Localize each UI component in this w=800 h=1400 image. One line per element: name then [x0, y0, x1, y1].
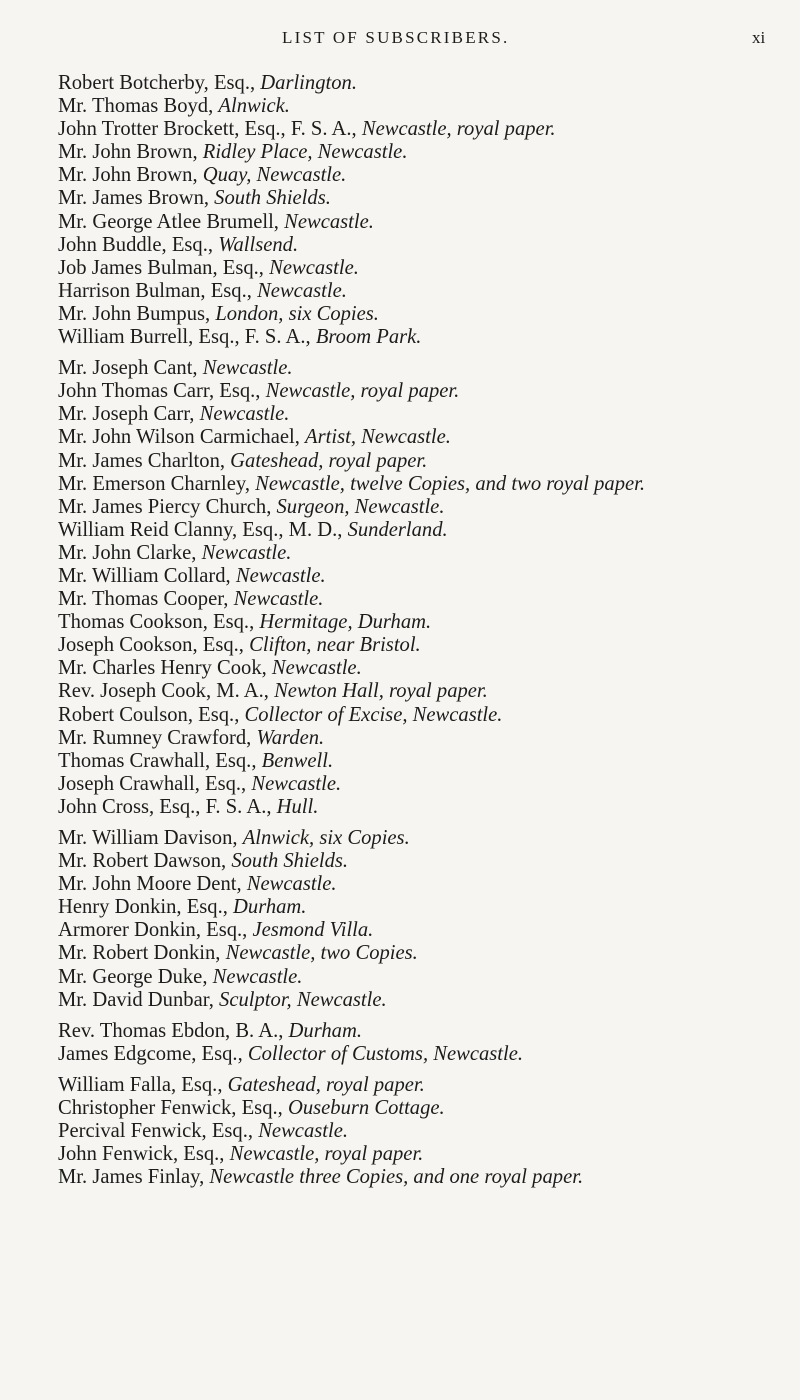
subscriber-location: London, six Copies. [215, 302, 379, 325]
subscriber-name: Mr. Robert Donkin, [58, 942, 226, 965]
subscriber-entry [58, 326, 798, 349]
subscriber-location: Newcastle three Copies, and one royal paper. [209, 1166, 584, 1189]
subscriber-name: Henry Donkin, Esq., [58, 896, 234, 919]
subscriber-entry [58, 989, 798, 1012]
subscriber-location: Newcastle, royal paper. [361, 118, 556, 141]
subscriber-name: Mr. Emerson Charnley, [58, 472, 256, 495]
subscriber-name: Mr. George Atlee Brumell, [58, 210, 285, 233]
subscriber-entry [58, 896, 798, 919]
subscriber-name: Mr. Joseph Cant, [58, 357, 203, 380]
subscriber-entry [58, 280, 798, 303]
subscriber-name: Mr. James Brown, [58, 187, 215, 210]
subscriber-location: Newton Hall, royal paper. [274, 680, 488, 703]
subscriber-location: Durham. [233, 896, 307, 919]
subscriber-location: Wallsend. [218, 233, 299, 256]
subscriber-location: Newcastle. [212, 965, 303, 988]
subscriber-location: Surgeon, Newcastle. [276, 495, 445, 518]
subscriber-entry [58, 72, 798, 95]
subscriber-location: Collector of Customs, Newcastle. [247, 1042, 524, 1065]
subscriber-entry [58, 496, 798, 519]
subscriber-entry [58, 1143, 798, 1166]
subscriber-entry [58, 1097, 798, 1120]
subscriber-entry [58, 164, 798, 187]
subscriber-entry [58, 1020, 798, 1043]
subscriber-location: Hull. [276, 795, 319, 818]
subscriber-name: William Burrell, Esq., F. S. A., [58, 326, 316, 349]
running-title: LIST OF SUBSCRIBERS. [282, 28, 510, 47]
subscriber-location: Newcastle. [269, 256, 359, 279]
subscriber-name: Mr. William Davison, [58, 827, 243, 849]
subscriber-entry [58, 473, 798, 496]
subscriber-location: Newcastle. [271, 657, 362, 680]
subscriber-entry [58, 1166, 798, 1189]
subscriber-name: Mr. James Charlton, [58, 449, 231, 472]
subscriber-location: Collector of Excise, Newcastle. [244, 703, 503, 726]
subscriber-entry [58, 942, 798, 965]
subscriber-entry [58, 565, 798, 588]
subscriber-name: Robert Coulson, Esq., [58, 703, 245, 726]
subscriber-entry [58, 1074, 798, 1097]
subscriber-location: Newcastle, twelve Copies, and two royal paper. [255, 472, 646, 495]
subscriber-name: John Trotter Brockett, Esq., F. S. A., [58, 118, 362, 141]
subscriber-name: Rev. Thomas Ebdon, B. A., [58, 1019, 289, 1042]
subscriber-name: Thomas Cookson, Esq., [58, 611, 260, 634]
subscriber-entry [58, 357, 798, 380]
subscriber-entry [58, 657, 798, 680]
subscriber-location: Newcastle. [258, 1120, 348, 1143]
subscriber-entry [58, 1120, 798, 1143]
subscriber-entry [58, 303, 798, 326]
subscriber-name: Mr. Thomas Cooper, [58, 588, 234, 611]
subscriber-name: Mr. Thomas Boyd, [58, 95, 219, 118]
subscriber-entry [58, 257, 798, 280]
subscriber-name: Mr. William Collard, [58, 564, 236, 587]
subscriber-name: Percival Fenwick, Esq., [58, 1120, 259, 1143]
subscriber-location: Sunderland. [347, 518, 448, 541]
subscriber-location: Benwell. [261, 749, 334, 772]
subscriber-location: Alnwick. [218, 95, 290, 118]
subscriber-name: Job James Bulman, Esq., [58, 256, 270, 279]
subscriber-name: Mr. John Bumpus, [58, 302, 216, 325]
subscriber-location: Newcastle. [233, 588, 324, 611]
subscriber-location: Hermitage, Durham. [259, 611, 432, 634]
subscriber-location: Jesmond Villa. [252, 919, 374, 942]
subscriber-location: Gateshead, royal paper. [230, 449, 428, 472]
subscriber-name: Mr. Robert Dawson, [58, 850, 232, 873]
subscriber-entry [58, 187, 798, 210]
subscriber-location: Newcastle, two Copies. [225, 942, 418, 965]
subscriber-entry [58, 727, 798, 750]
subscriber-name: Joseph Crawhall, Esq., [58, 772, 252, 795]
subscriber-entry [58, 773, 798, 796]
subscriber-entry [58, 1043, 798, 1066]
page-number: xi [752, 28, 766, 47]
subscriber-location: South Shields. [231, 850, 349, 873]
subscriber-name: John Buddle, Esq., [58, 233, 219, 256]
subscriber-location: Ouseburn Cottage. [287, 1097, 445, 1120]
subscriber-name: Rev. Joseph Cook, M. A., [58, 680, 275, 703]
subscriber-name: Christopher Fenwick, Esq., [58, 1097, 288, 1120]
subscriber-location: Newcastle. [201, 541, 292, 564]
subscriber-location: Darlington. [260, 72, 357, 94]
subscriber-location: Newcastle. [246, 873, 337, 896]
subscriber-name: Mr. John Brown, [58, 141, 203, 164]
subscriber-name: Robert Botcherby, Esq., [58, 72, 261, 94]
subscriber-name: Mr. Joseph Carr, [58, 403, 200, 426]
subscriber-entry [58, 403, 798, 426]
subscriber-name: John Fenwick, Esq., [58, 1143, 230, 1166]
subscriber-entry [58, 796, 798, 819]
subscriber-location: Broom Park. [315, 326, 422, 349]
subscriber-entry [58, 680, 798, 703]
subscriber-entry [58, 118, 798, 141]
subscriber-location: Clifton, near Bristol. [249, 634, 421, 657]
subscriber-name: Mr. John Wilson Carmichael, [58, 426, 306, 449]
subscriber-name: Thomas Crawhall, Esq., [58, 749, 262, 772]
subscriber-entry [58, 919, 798, 942]
subscriber-location: Newcastle. [257, 279, 347, 302]
subscriber-name: Mr. John Clarke, [58, 541, 202, 564]
subscriber-location: Alnwick, six Copies. [242, 827, 410, 849]
subscriber-entry [58, 95, 798, 118]
subscriber-entry [58, 211, 798, 234]
subscriber-entry [58, 750, 798, 773]
subscriber-location: Artist, Newcastle. [305, 426, 451, 449]
subscriber-name: Mr. Charles Henry Cook, [58, 657, 272, 680]
subscriber-name: Mr. George Duke, [58, 965, 213, 988]
subscriber-location: South Shields. [214, 187, 331, 210]
subscriber-location: Sculptor, Newcastle. [219, 988, 387, 1011]
subscriber-name: Mr. John Moore Dent, [58, 873, 247, 896]
subscriber-entry [58, 850, 798, 873]
subscriber-location: Newcastle. [199, 403, 290, 426]
subscriber-name: James Edgcome, Esq., [58, 1042, 248, 1065]
subscriber-name: Mr. John Brown, [58, 164, 203, 187]
subscriber-entry [58, 234, 798, 257]
subscriber-name: Joseph Cookson, Esq., [58, 634, 250, 657]
subscriber-entry [58, 426, 798, 449]
subscriber-entry [58, 380, 798, 403]
subscriber-location: Newcastle, royal paper. [229, 1143, 424, 1166]
subscriber-name: John Thomas Carr, Esq., [58, 380, 266, 403]
subscriber-name: William Falla, Esq., [58, 1073, 228, 1096]
subscriber-name: Mr. James Finlay, [58, 1166, 210, 1189]
subscriber-entry [58, 519, 798, 542]
subscriber-entry [58, 966, 798, 989]
subscriber-name: Armorer Donkin, Esq., [58, 919, 253, 942]
subscriber-location: Newcastle. [251, 772, 342, 795]
subscriber-name: Mr. David Dunbar, [58, 988, 220, 1011]
subscriber-entry [58, 450, 798, 473]
subscriber-name: John Cross, Esq., F. S. A., [58, 795, 277, 818]
subscriber-name: Mr. Rumney Crawford, [58, 726, 257, 749]
subscriber-location: Durham. [288, 1019, 362, 1042]
subscriber-entry [58, 542, 798, 565]
subscriber-name: William Reid Clanny, Esq., M. D., [58, 518, 348, 541]
subscriber-location: Gateshead, royal paper. [227, 1073, 425, 1096]
subscriber-entry [58, 704, 798, 727]
subscriber-location: Newcastle. [235, 564, 326, 587]
subscriber-location: Newcastle. [284, 210, 374, 233]
subscriber-location: Newcastle, royal paper. [265, 380, 460, 403]
subscriber-name: Mr. James Piercy Church, [58, 495, 277, 518]
subscriber-location: Newcastle. [202, 357, 293, 380]
subscriber-entry [58, 611, 798, 634]
subscriber-entry [58, 827, 798, 850]
subscriber-entry [58, 873, 798, 896]
subscriber-list [58, 72, 798, 1189]
page-header [0, 28, 800, 52]
subscriber-location: Warden. [256, 726, 325, 749]
subscriber-entry [58, 634, 798, 657]
subscriber-name: Harrison Bulman, Esq., [58, 279, 258, 302]
subscriber-entry [58, 141, 798, 164]
subscriber-entry [58, 588, 798, 611]
subscriber-location: Ridley Place, Newcastle. [202, 141, 408, 164]
subscriber-location: Quay, Newcastle. [202, 164, 347, 187]
